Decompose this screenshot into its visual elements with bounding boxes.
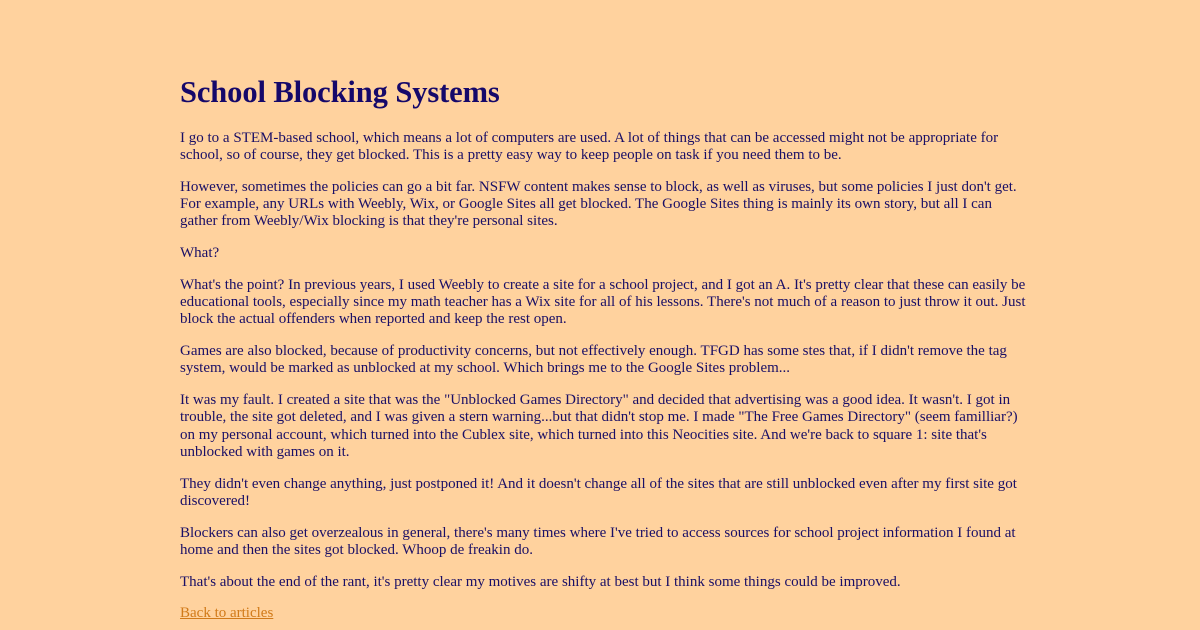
back-link-row (180, 605, 1026, 622)
paragraph-7: They didn't even change anything, just postponed it! And it doesn't change all of the sites that are still unblocked even after my first site got discovered! (180, 475, 1017, 509)
paragraph-2: However, sometimes the policies can go a bit far. NSFW content makes sense to block, as well as viruses, but some policies I just don't get. For example, any URLs with Weebly, Wix, or Google Sites all get blocked. The Google Sites thing is mainly its own story, but all I can gather from Weebly/Wix blocking is that they're personal sites. (180, 179, 1017, 230)
back-to-articles-link[interactable]: Back to articles (180, 605, 274, 622)
page-title: School Blocking Systems (180, 75, 500, 109)
paragraph-3: What? (180, 245, 220, 262)
paragraph-4: What's the point? In previous years, I used Weebly to create a site for a school project, and I got an A. It's pretty clear that these can easily be educational tools, especially since my math teacher has a Wix site for all of his lessons. There's not much of a reason to just throw it out. Just block the actual offenders when reported and keep the rest open. (180, 277, 1026, 328)
paragraph-8: Blockers can also get overzealous in general, there's many times where I've tried to access sources for school project information I found at home and then the sites got blocked. Whoop de freakin do. (180, 524, 1016, 558)
paragraph-1: I go to a STEM-based school, which means a lot of computers are used. A lot of things that can be accessed might not be appropriate for school, so of course, they get blocked. This is a pretty easy way to keep people on task if you need them to be. (180, 130, 999, 164)
paragraph-9: That's about the end of the rant, it's pretty clear my motives are shifty at best but I think some things could be improved. (180, 573, 901, 590)
paragraph-6: It was my fault. I created a site that was the "Unblocked Games Directory" and decided that advertising was a good idea. It wasn't. I got in trouble, the site got deleted, and I was given a stern warning...but that didn't stop me. I made "The Free Games Directory" (seem familliar?) on my personal account, which turned into the Cublex site, which turned into this Neocities site. And we're back to square 1: site that's unblocked with games on it. (180, 392, 1018, 460)
article (180, 0, 1026, 623)
paragraph-5: Games are also blocked, because of productivity concerns, but not effectively enough. TFGD has some stes that, if I didn't remove the tag system, would be marked as unblocked at my school. Which brings me to the Google Sites problem... (180, 343, 1007, 377)
